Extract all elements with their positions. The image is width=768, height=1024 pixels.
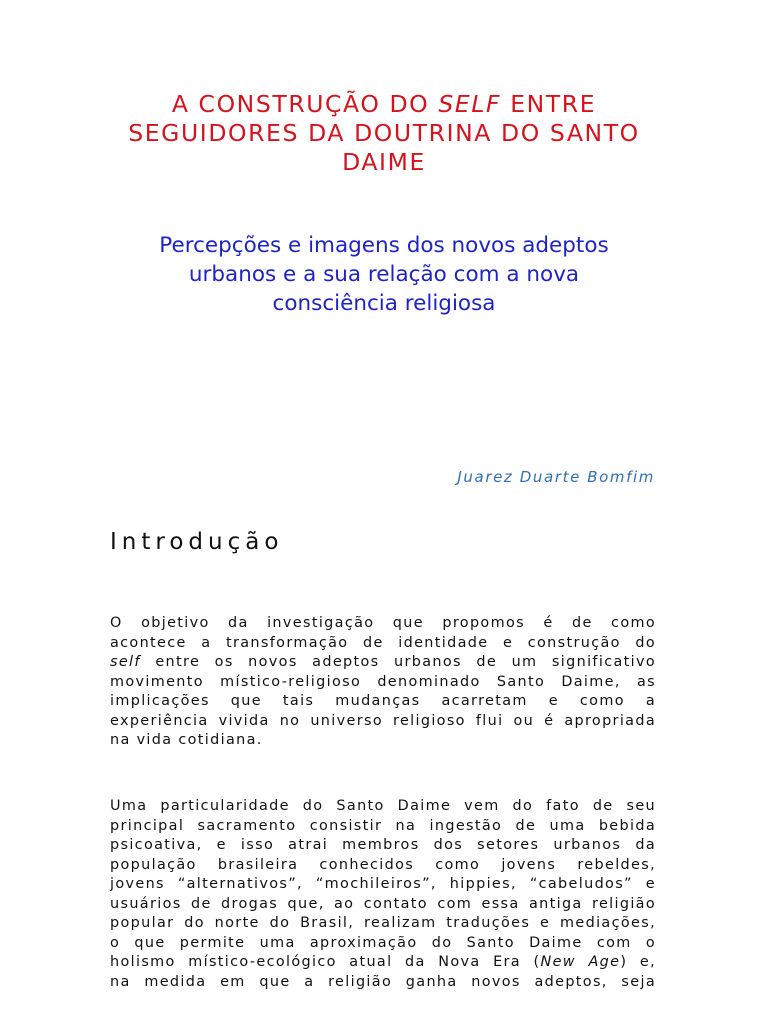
paragraph-line: psicoativa, e isso atrai membros dos setores urbanos da: [110, 837, 656, 853]
section-heading: Introdução: [110, 529, 284, 555]
paragraph-line: jovens “alternativos”, “mochileiros”, hippies, “cabeludos” e: [110, 876, 656, 892]
paragraph-line: [110, 953, 656, 973]
title-text: ENTRE: [501, 90, 597, 118]
title-line-3: DAIME: [342, 148, 426, 176]
paragraph-line: O objetivo da investigação que propomos é de como: [110, 615, 656, 631]
paragraph-line: população brasileira conhecidos como jovens rebeldes,: [110, 856, 656, 873]
paragraph-line: [110, 653, 656, 673]
document-subtitle: [100, 231, 668, 318]
subtitle-line-1: Percepções e imagens dos novos adeptos: [159, 233, 609, 258]
emphasis-text: New Age: [540, 954, 621, 970]
paragraph-2: [110, 797, 656, 992]
author-name: Juarez Duarte Bomfim: [457, 468, 655, 486]
paragraph-line: movimento místico-religioso denominado Santo Daime, as: [110, 673, 656, 690]
paragraph-line: acontece a transformação de identidade e construção do: [110, 634, 656, 651]
subtitle-line-3: consciência religiosa: [272, 291, 496, 316]
title-emphasis: SELF: [438, 90, 502, 118]
paragraph-line: popular do norte do Brasil, realizam traduções e mediações,: [110, 915, 656, 931]
paragraph-text: holismo místico-ecológico atual da Nova Era (: [110, 954, 541, 970]
title-line-1: [100, 90, 668, 119]
title-text: A CONSTRUÇÃO DO: [171, 90, 439, 118]
paragraph-line: principal sacramento consistir na ingestão de uma bebida: [110, 817, 656, 834]
paragraph-text: ) e,: [620, 954, 656, 970]
paragraph-line: usuários de drogas que, ao contato com essa antiga religião: [110, 895, 656, 912]
title-line-2: SEGUIDORES DA DOUTRINA DO SANTO: [128, 119, 640, 147]
paragraph-line: na vida cotidiana.: [110, 732, 263, 748]
paragraph-line: experiência vivida no universo religioso flui ou é apropriada: [110, 712, 656, 729]
paragraph-line: na medida em que a religião ganha novos adeptos, seja: [110, 973, 656, 990]
paragraph-line: implicações que tais mudanças acarretam e como a: [110, 693, 656, 709]
paragraph-line: o que permite uma aproximação do Santo Daime com o: [110, 934, 656, 951]
emphasis-text: self: [110, 654, 141, 670]
paragraph-line: Uma particularidade do Santo Daime vem do fato de seu: [110, 798, 656, 814]
paragraph-text: entre os novos adeptos urbanos de um significativo: [140, 654, 656, 670]
paragraph-1: [110, 614, 656, 751]
subtitle-line-2: urbanos e a sua relação com a nova: [188, 262, 580, 287]
document-title: [100, 90, 668, 177]
